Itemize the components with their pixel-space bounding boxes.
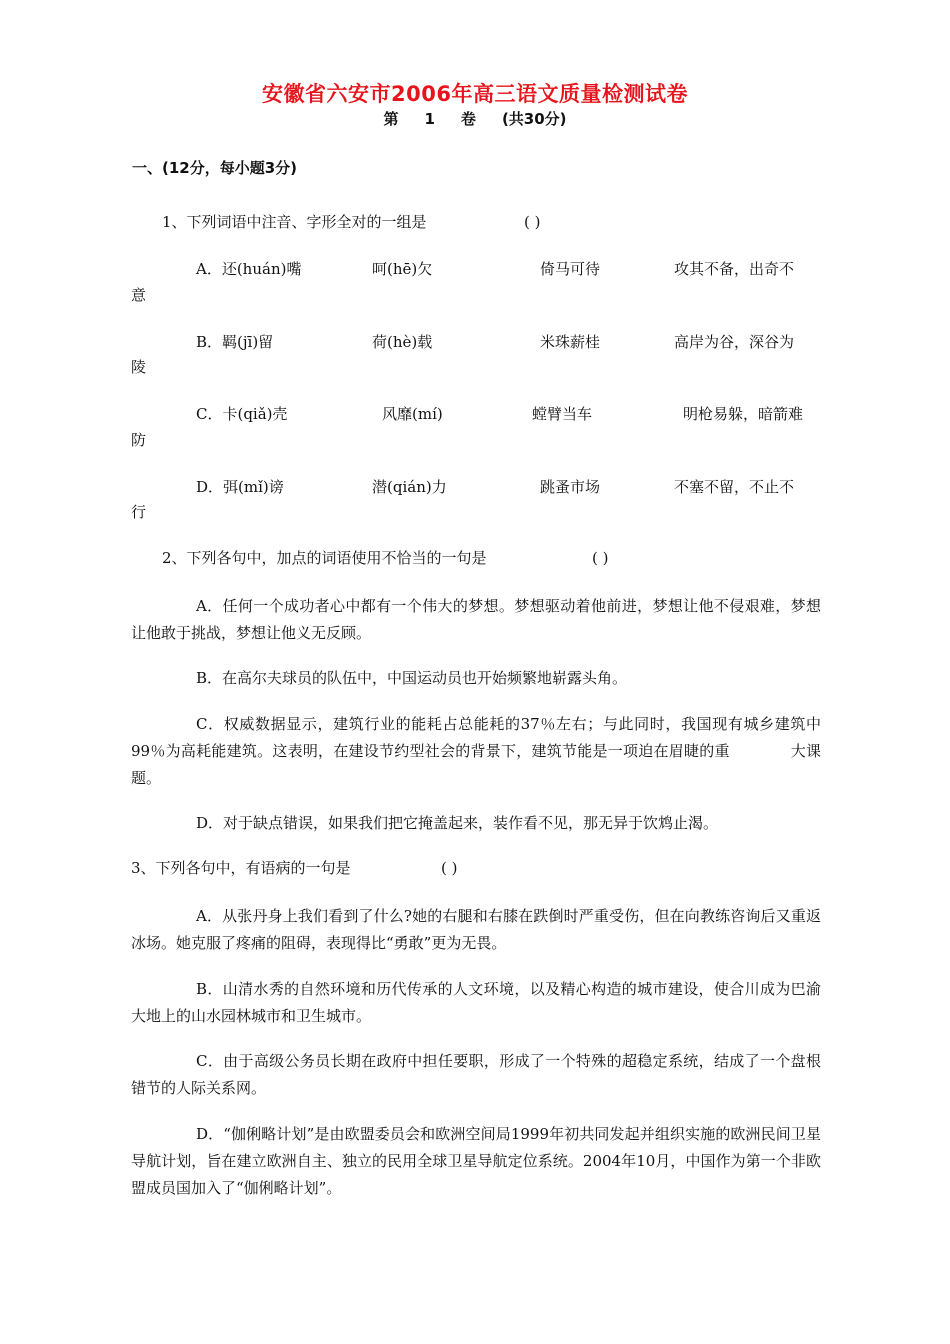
q1-c-col-2: 风靡(mí) [382,405,443,423]
subtitle-part-2: 1 [424,110,435,128]
q2-option-a: A．任何一个成功者心中都有一个伟大的梦想。梦想驱动着他前进，梦想让他不侵艰难，梦想让他敢于挑战，梦想让他义无反顾。 [131,597,821,642]
question-1-stem [162,210,541,235]
question-2-answer-paren: ( ) [592,549,609,567]
q1-b-col-4: 高岸为谷，深谷为 [674,333,795,351]
q1-c-col-1: C．卡(qiǎ)壳 [196,405,288,423]
q1-d-col-2: 潜(qián)力 [372,478,447,496]
q1-b-wrap: 陵 [131,358,147,376]
question-3-answer-paren: ( ) [441,859,458,877]
q1-a-wrap: 意 [131,286,147,304]
q2-option-b: B．在高尔夫球员的队伍中，中国运动员也开始频繁地崭露头角。 [196,669,628,687]
q1-a-col-2: 呵(hē)欠 [372,260,433,278]
question-1-answer-paren: ( ) [524,213,541,231]
q1-c-col-3: 螳臂当车 [532,405,593,423]
q1-d-col-4: 不塞不留，不止不 [674,478,795,496]
q1-a-col-4: 攻其不备，出奇不 [674,260,795,278]
q1-d-col-3: 跳蚤市场 [540,478,601,496]
q1-b-col-1: B．羁(jī)留 [196,333,274,351]
question-1-text: 1、下列词语中注音、字形全对的一组是 [162,213,427,231]
q2-option-c: C．权威数据显示，建筑行业的能耗占总能耗的37％左右；与此同时，我国现有城乡建筑中99％为高耗能建筑。这表明，在建设节约型社会的背景下，建筑节能是一项迫在眉睫的重 大课题。 [131,715,821,787]
q1-a-col-3: 倚马可待 [540,260,601,278]
page-subtitle [0,108,950,129]
q1-d-wrap: 行 [131,503,147,521]
subtitle-part-3: 卷 [460,110,476,128]
page-title: 安徽省六安市2006年高三语文质量检测试卷 [262,82,688,106]
q3-option-d: D．“伽俐略计划”是由欧盟委员会和欧洲空间局1999年初共同发起并组织实施的欧洲民间卫星导航计划，旨在建立欧洲自主、独立的民用全球卫星导航定位系统。2004年10月，中国作为第一个非欧盟成员国加入了“伽俐略计划”。 [131,1125,821,1197]
question-2-text: 2、下列各句中，加点的词语使用不恰当的一句是 [162,549,487,567]
q1-b-col-2: 荷(hè)载 [372,333,433,351]
q3-option-a: A．从张丹身上我们看到了什么?她的右腿和右膝在跌倒时严重受伤，但在向教练咨询后又重返冰场。她克服了疼痛的阻碍，表现得比“勇敢”更为无畏。 [131,907,821,952]
q1-d-col-1: D．弭(mǐ)谤 [196,478,284,496]
q3-option-c: C．由于高级公务员长期在政府中担任要职，形成了一个特殊的超稳定系统，结成了一个盘根错节的人际关系网。 [131,1052,821,1097]
q1-b-col-3: 米珠薪桂 [540,333,601,351]
q2-option-d: D．对于缺点错误，如果我们把它掩盖起来，装作看不见，那无异于饮鸩止渴。 [196,814,719,832]
section-heading: 一、(12分，每小题3分) [132,159,298,177]
q1-c-wrap: 防 [131,431,147,449]
question-2-stem [162,546,609,571]
q1-a-col-1: A．还(huán)嘴 [196,260,302,278]
q1-c-col-4: 明枪易躲，暗箭难 [683,405,804,423]
q3-option-b: B．山清水秀的自然环境和历代传承的人文环境，以及精心构造的城市建设，使合川成为巴渝大地上的山水园林城市和卫生城市。 [131,980,821,1025]
question-3-text: 3、下列各句中，有语病的一句是 [131,859,351,877]
subtitle-part-1: 第 [383,110,399,128]
subtitle-part-4: (共30分) [501,110,567,128]
question-3-stem [131,856,458,881]
